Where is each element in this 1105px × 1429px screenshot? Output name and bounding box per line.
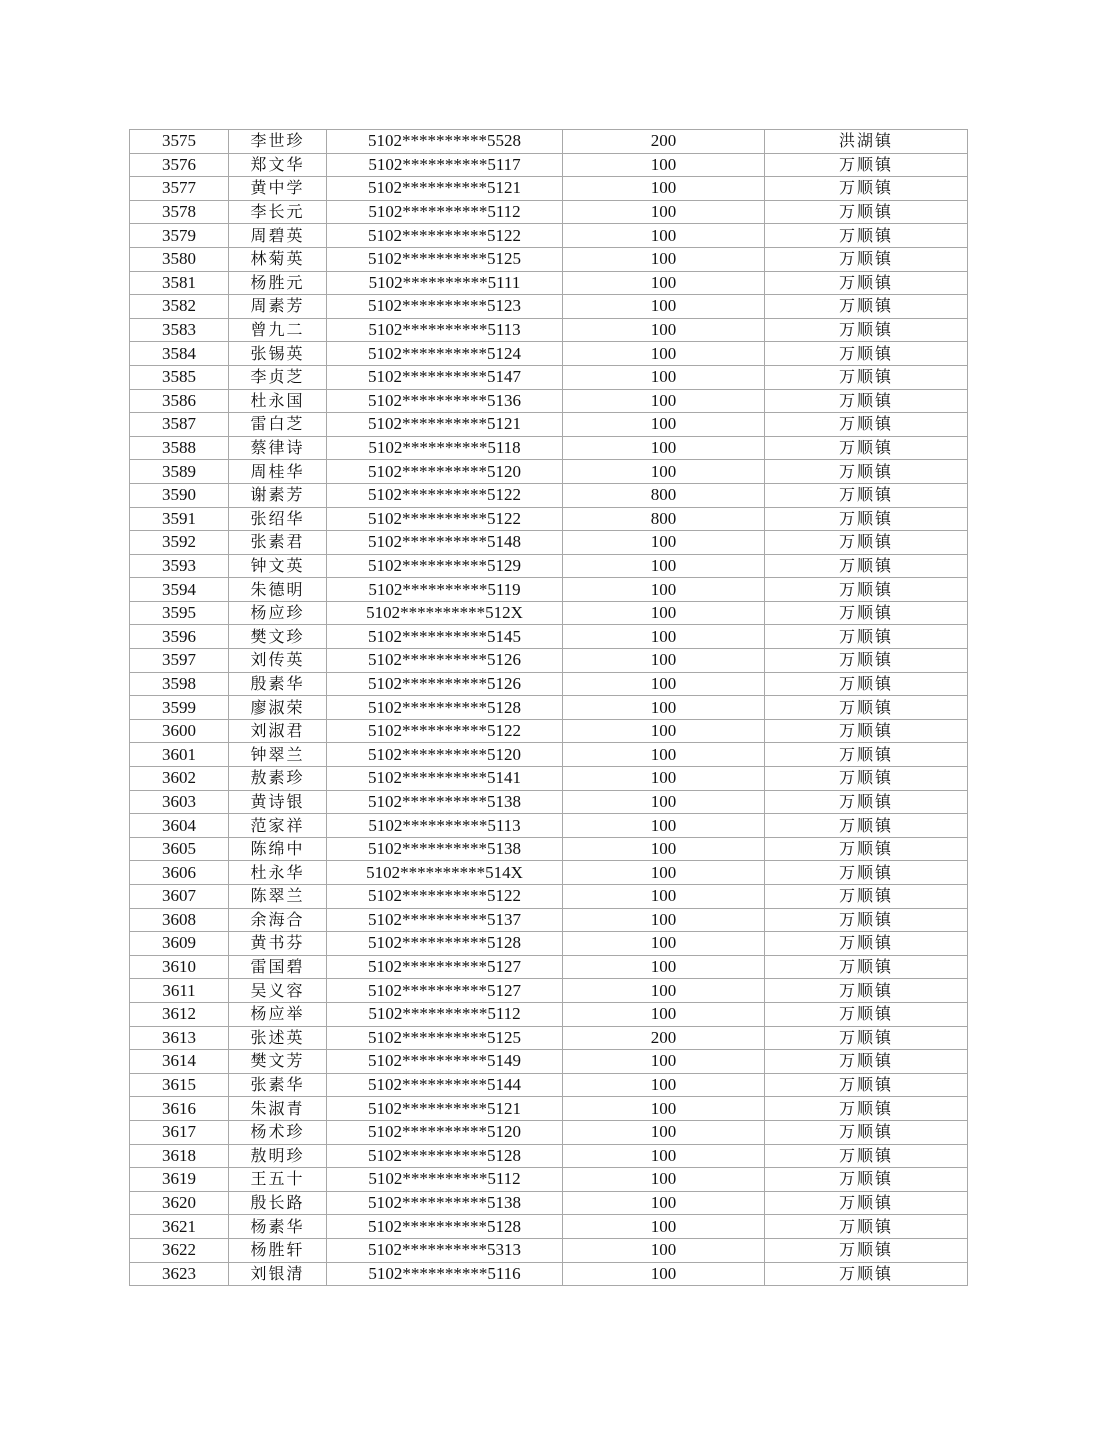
town-cell: 万顺镇 <box>765 200 968 224</box>
town-cell: 万顺镇 <box>765 1002 968 1026</box>
name-cell: 殷长路 <box>229 1191 327 1215</box>
name-cell: 黄中学 <box>229 177 327 201</box>
name-cell: 黄书芬 <box>229 932 327 956</box>
table-row <box>130 460 968 484</box>
seq-cell: 3579 <box>130 224 229 248</box>
town-cell: 万顺镇 <box>765 625 968 649</box>
seq-cell: 3584 <box>130 342 229 366</box>
amount-cell: 100 <box>563 200 765 224</box>
seq-cell: 3599 <box>130 696 229 720</box>
id-number-cell: 5102**********5125 <box>327 247 563 271</box>
id-number-cell: 5102**********5120 <box>327 743 563 767</box>
seq-cell: 3623 <box>130 1262 229 1286</box>
table-row <box>130 318 968 342</box>
name-cell: 张素君 <box>229 531 327 555</box>
amount-cell: 100 <box>563 625 765 649</box>
name-cell: 杜永国 <box>229 389 327 413</box>
seq-cell: 3582 <box>130 295 229 319</box>
name-cell: 樊文珍 <box>229 625 327 649</box>
table-row <box>130 507 968 531</box>
town-cell: 万顺镇 <box>765 578 968 602</box>
amount-cell: 100 <box>563 932 765 956</box>
seq-cell: 3589 <box>130 460 229 484</box>
roster-body <box>130 130 968 1286</box>
name-cell: 杨胜元 <box>229 271 327 295</box>
table-row <box>130 1215 968 1239</box>
town-cell: 万顺镇 <box>765 1073 968 1097</box>
seq-cell: 3600 <box>130 719 229 743</box>
seq-cell: 3614 <box>130 1050 229 1074</box>
id-number-cell: 5102**********5128 <box>327 1215 563 1239</box>
id-number-cell: 5102**********5120 <box>327 460 563 484</box>
name-cell: 刘银清 <box>229 1262 327 1286</box>
seq-cell: 3575 <box>130 130 229 154</box>
amount-cell: 100 <box>563 578 765 602</box>
table-row <box>130 790 968 814</box>
id-number-cell: 5102**********5121 <box>327 413 563 437</box>
table-row <box>130 696 968 720</box>
table-row <box>130 1262 968 1286</box>
seq-cell: 3615 <box>130 1073 229 1097</box>
table-row <box>130 389 968 413</box>
town-cell: 万顺镇 <box>765 1026 968 1050</box>
amount-cell: 100 <box>563 861 765 885</box>
table-row <box>130 224 968 248</box>
town-cell: 万顺镇 <box>765 483 968 507</box>
seq-cell: 3586 <box>130 389 229 413</box>
id-number-cell: 5102**********5147 <box>327 365 563 389</box>
id-number-cell: 5102**********5144 <box>327 1073 563 1097</box>
town-cell: 万顺镇 <box>765 365 968 389</box>
name-cell: 樊文芳 <box>229 1050 327 1074</box>
amount-cell: 100 <box>563 885 765 909</box>
id-number-cell: 5102**********5149 <box>327 1050 563 1074</box>
town-cell: 万顺镇 <box>765 554 968 578</box>
seq-cell: 3590 <box>130 483 229 507</box>
id-number-cell: 5102**********5136 <box>327 389 563 413</box>
town-cell: 万顺镇 <box>765 1120 968 1144</box>
town-cell: 万顺镇 <box>765 1097 968 1121</box>
seq-cell: 3591 <box>130 507 229 531</box>
seq-cell: 3618 <box>130 1144 229 1168</box>
town-cell: 万顺镇 <box>765 790 968 814</box>
table-row <box>130 1238 968 1262</box>
seq-cell: 3617 <box>130 1120 229 1144</box>
name-cell: 雷白芝 <box>229 413 327 437</box>
name-cell: 张锡英 <box>229 342 327 366</box>
amount-cell: 100 <box>563 531 765 555</box>
name-cell: 周桂华 <box>229 460 327 484</box>
amount-cell: 800 <box>563 483 765 507</box>
amount-cell: 200 <box>563 130 765 154</box>
seq-cell: 3583 <box>130 318 229 342</box>
town-cell: 万顺镇 <box>765 1238 968 1262</box>
seq-cell: 3621 <box>130 1215 229 1239</box>
id-number-cell: 5102**********5122 <box>327 507 563 531</box>
town-cell: 万顺镇 <box>765 885 968 909</box>
seq-cell: 3606 <box>130 861 229 885</box>
seq-cell: 3596 <box>130 625 229 649</box>
name-cell: 张素华 <box>229 1073 327 1097</box>
name-cell: 殷素华 <box>229 672 327 696</box>
id-number-cell: 5102**********5121 <box>327 1097 563 1121</box>
table-row <box>130 247 968 271</box>
table-row <box>130 979 968 1003</box>
name-cell: 李世珍 <box>229 130 327 154</box>
name-cell: 敖明珍 <box>229 1144 327 1168</box>
amount-cell: 100 <box>563 389 765 413</box>
town-cell: 万顺镇 <box>765 1168 968 1192</box>
amount-cell: 100 <box>563 318 765 342</box>
id-number-cell: 5102**********5122 <box>327 885 563 909</box>
town-cell: 万顺镇 <box>765 649 968 673</box>
town-cell: 万顺镇 <box>765 601 968 625</box>
id-number-cell: 5102**********5124 <box>327 342 563 366</box>
town-cell: 万顺镇 <box>765 1050 968 1074</box>
town-cell: 万顺镇 <box>765 908 968 932</box>
name-cell: 杜永华 <box>229 861 327 885</box>
town-cell: 万顺镇 <box>765 1262 968 1286</box>
table-row <box>130 837 968 861</box>
name-cell: 杨术珍 <box>229 1120 327 1144</box>
town-cell: 万顺镇 <box>765 436 968 460</box>
name-cell: 张绍华 <box>229 507 327 531</box>
town-cell: 万顺镇 <box>765 932 968 956</box>
name-cell: 蔡律诗 <box>229 436 327 460</box>
amount-cell: 100 <box>563 295 765 319</box>
amount-cell: 100 <box>563 436 765 460</box>
name-cell: 陈翠兰 <box>229 885 327 909</box>
name-cell: 杨应珍 <box>229 601 327 625</box>
seq-cell: 3593 <box>130 554 229 578</box>
name-cell: 李长元 <box>229 200 327 224</box>
name-cell: 杨应举 <box>229 1002 327 1026</box>
id-number-cell: 5102**********5125 <box>327 1026 563 1050</box>
table-row <box>130 365 968 389</box>
seq-cell: 3603 <box>130 790 229 814</box>
amount-cell: 100 <box>563 1238 765 1262</box>
table-row <box>130 436 968 460</box>
amount-cell: 100 <box>563 1191 765 1215</box>
seq-cell: 3609 <box>130 932 229 956</box>
town-cell: 万顺镇 <box>765 696 968 720</box>
town-cell: 万顺镇 <box>765 1191 968 1215</box>
town-cell: 万顺镇 <box>765 413 968 437</box>
id-number-cell: 5102**********5112 <box>327 1168 563 1192</box>
name-cell: 范家祥 <box>229 814 327 838</box>
name-cell: 吴义容 <box>229 979 327 1003</box>
seq-cell: 3594 <box>130 578 229 602</box>
town-cell: 万顺镇 <box>765 177 968 201</box>
amount-cell: 100 <box>563 1168 765 1192</box>
table-row <box>130 554 968 578</box>
town-cell: 万顺镇 <box>765 861 968 885</box>
seq-cell: 3601 <box>130 743 229 767</box>
table-row <box>130 814 968 838</box>
amount-cell: 100 <box>563 649 765 673</box>
id-number-cell: 5102**********5113 <box>327 318 563 342</box>
town-cell: 万顺镇 <box>765 1215 968 1239</box>
table-row <box>130 130 968 154</box>
table-row <box>130 908 968 932</box>
table-row <box>130 177 968 201</box>
name-cell: 张述英 <box>229 1026 327 1050</box>
amount-cell: 100 <box>563 1097 765 1121</box>
id-number-cell: 5102**********5118 <box>327 436 563 460</box>
id-number-cell: 5102**********5112 <box>327 200 563 224</box>
seq-cell: 3620 <box>130 1191 229 1215</box>
town-cell: 万顺镇 <box>765 153 968 177</box>
id-number-cell: 5102**********5141 <box>327 767 563 791</box>
name-cell: 周碧英 <box>229 224 327 248</box>
amount-cell: 800 <box>563 507 765 531</box>
table-row <box>130 1144 968 1168</box>
id-number-cell: 5102**********5127 <box>327 955 563 979</box>
seq-cell: 3577 <box>130 177 229 201</box>
id-number-cell: 5102**********5127 <box>327 979 563 1003</box>
id-number-cell: 5102**********5111 <box>327 271 563 295</box>
town-cell: 万顺镇 <box>765 955 968 979</box>
id-number-cell: 5102**********5148 <box>327 531 563 555</box>
town-cell: 万顺镇 <box>765 507 968 531</box>
table-row <box>130 955 968 979</box>
town-cell: 万顺镇 <box>765 295 968 319</box>
id-number-cell: 5102**********5129 <box>327 554 563 578</box>
table-row <box>130 932 968 956</box>
id-number-cell: 5102**********512X <box>327 601 563 625</box>
table-row <box>130 342 968 366</box>
amount-cell: 100 <box>563 696 765 720</box>
town-cell: 万顺镇 <box>765 271 968 295</box>
amount-cell: 100 <box>563 1002 765 1026</box>
name-cell: 郑文华 <box>229 153 327 177</box>
id-number-cell: 5102**********5121 <box>327 177 563 201</box>
table-row <box>130 767 968 791</box>
town-cell: 万顺镇 <box>765 389 968 413</box>
amount-cell: 100 <box>563 554 765 578</box>
table-row <box>130 295 968 319</box>
seq-cell: 3597 <box>130 649 229 673</box>
table-row <box>130 531 968 555</box>
id-number-cell: 5102**********5117 <box>327 153 563 177</box>
name-cell: 朱淑青 <box>229 1097 327 1121</box>
id-number-cell: 5102**********5126 <box>327 672 563 696</box>
seq-cell: 3619 <box>130 1168 229 1192</box>
id-number-cell: 5102**********5313 <box>327 1238 563 1262</box>
amount-cell: 100 <box>563 814 765 838</box>
name-cell: 廖淑荣 <box>229 696 327 720</box>
town-cell: 万顺镇 <box>765 460 968 484</box>
seq-cell: 3613 <box>130 1026 229 1050</box>
table-row <box>130 672 968 696</box>
town-cell: 万顺镇 <box>765 531 968 555</box>
amount-cell: 100 <box>563 460 765 484</box>
town-cell: 万顺镇 <box>765 743 968 767</box>
name-cell: 杨素华 <box>229 1215 327 1239</box>
amount-cell: 100 <box>563 1120 765 1144</box>
name-cell: 林菊英 <box>229 247 327 271</box>
amount-cell: 100 <box>563 1050 765 1074</box>
name-cell: 王五十 <box>229 1168 327 1192</box>
table-row <box>130 413 968 437</box>
id-number-cell: 5102**********5128 <box>327 1144 563 1168</box>
name-cell: 杨胜轩 <box>229 1238 327 1262</box>
table-row <box>130 719 968 743</box>
amount-cell: 100 <box>563 1262 765 1286</box>
id-number-cell: 5102**********5138 <box>327 1191 563 1215</box>
table-row <box>130 601 968 625</box>
amount-cell: 100 <box>563 601 765 625</box>
town-cell: 万顺镇 <box>765 979 968 1003</box>
amount-cell: 100 <box>563 153 765 177</box>
id-number-cell: 5102**********5113 <box>327 814 563 838</box>
seq-cell: 3616 <box>130 1097 229 1121</box>
name-cell: 余海合 <box>229 908 327 932</box>
id-number-cell: 5102**********5123 <box>327 295 563 319</box>
name-cell: 钟翠兰 <box>229 743 327 767</box>
name-cell: 钟文英 <box>229 554 327 578</box>
name-cell: 朱德明 <box>229 578 327 602</box>
id-number-cell: 5102**********5120 <box>327 1120 563 1144</box>
seq-cell: 3576 <box>130 153 229 177</box>
town-cell: 洪湖镇 <box>765 130 968 154</box>
name-cell: 周素芳 <box>229 295 327 319</box>
table-row <box>130 1026 968 1050</box>
amount-cell: 100 <box>563 790 765 814</box>
seq-cell: 3581 <box>130 271 229 295</box>
seq-cell: 3578 <box>130 200 229 224</box>
seq-cell: 3585 <box>130 365 229 389</box>
seq-cell: 3604 <box>130 814 229 838</box>
table-row <box>130 271 968 295</box>
table-row <box>130 625 968 649</box>
id-number-cell: 5102**********5528 <box>327 130 563 154</box>
table-row <box>130 1050 968 1074</box>
amount-cell: 100 <box>563 1073 765 1097</box>
table-row <box>130 885 968 909</box>
town-cell: 万顺镇 <box>765 224 968 248</box>
amount-cell: 100 <box>563 247 765 271</box>
seq-cell: 3598 <box>130 672 229 696</box>
town-cell: 万顺镇 <box>765 672 968 696</box>
amount-cell: 100 <box>563 979 765 1003</box>
town-cell: 万顺镇 <box>765 814 968 838</box>
id-number-cell: 5102**********514X <box>327 861 563 885</box>
id-number-cell: 5102**********5116 <box>327 1262 563 1286</box>
town-cell: 万顺镇 <box>765 247 968 271</box>
id-number-cell: 5102**********5137 <box>327 908 563 932</box>
name-cell: 雷国碧 <box>229 955 327 979</box>
id-number-cell: 5102**********5122 <box>327 719 563 743</box>
amount-cell: 100 <box>563 413 765 437</box>
amount-cell: 100 <box>563 672 765 696</box>
seq-cell: 3612 <box>130 1002 229 1026</box>
name-cell: 刘淑君 <box>229 719 327 743</box>
town-cell: 万顺镇 <box>765 318 968 342</box>
name-cell: 敖素珍 <box>229 767 327 791</box>
amount-cell: 100 <box>563 271 765 295</box>
name-cell: 黄诗银 <box>229 790 327 814</box>
seq-cell: 3587 <box>130 413 229 437</box>
id-number-cell: 5102**********5138 <box>327 790 563 814</box>
seq-cell: 3622 <box>130 1238 229 1262</box>
table-row <box>130 1120 968 1144</box>
amount-cell: 100 <box>563 224 765 248</box>
seq-cell: 3602 <box>130 767 229 791</box>
id-number-cell: 5102**********5112 <box>327 1002 563 1026</box>
id-number-cell: 5102**********5145 <box>327 625 563 649</box>
amount-cell: 100 <box>563 1215 765 1239</box>
town-cell: 万顺镇 <box>765 719 968 743</box>
table-row <box>130 1191 968 1215</box>
id-number-cell: 5102**********5128 <box>327 932 563 956</box>
seq-cell: 3592 <box>130 531 229 555</box>
name-cell: 曾九二 <box>229 318 327 342</box>
amount-cell: 200 <box>563 1026 765 1050</box>
table-row <box>130 578 968 602</box>
name-cell: 刘传英 <box>229 649 327 673</box>
table-row <box>130 153 968 177</box>
seq-cell: 3605 <box>130 837 229 861</box>
town-cell: 万顺镇 <box>765 767 968 791</box>
amount-cell: 100 <box>563 177 765 201</box>
name-cell: 陈绵中 <box>229 837 327 861</box>
table-row <box>130 649 968 673</box>
seq-cell: 3595 <box>130 601 229 625</box>
id-number-cell: 5102**********5119 <box>327 578 563 602</box>
town-cell: 万顺镇 <box>765 837 968 861</box>
amount-cell: 100 <box>563 719 765 743</box>
amount-cell: 100 <box>563 1144 765 1168</box>
amount-cell: 100 <box>563 342 765 366</box>
table-row <box>130 1073 968 1097</box>
table-row <box>130 1168 968 1192</box>
amount-cell: 100 <box>563 767 765 791</box>
table-row <box>130 861 968 885</box>
id-number-cell: 5102**********5138 <box>327 837 563 861</box>
seq-cell: 3588 <box>130 436 229 460</box>
name-cell: 李贞芝 <box>229 365 327 389</box>
id-number-cell: 5102**********5126 <box>327 649 563 673</box>
seq-cell: 3607 <box>130 885 229 909</box>
town-cell: 万顺镇 <box>765 1144 968 1168</box>
town-cell: 万顺镇 <box>765 342 968 366</box>
name-cell: 谢素芳 <box>229 483 327 507</box>
amount-cell: 100 <box>563 955 765 979</box>
seq-cell: 3580 <box>130 247 229 271</box>
id-number-cell: 5102**********5122 <box>327 224 563 248</box>
amount-cell: 100 <box>563 365 765 389</box>
id-number-cell: 5102**********5128 <box>327 696 563 720</box>
amount-cell: 100 <box>563 837 765 861</box>
table-row <box>130 1002 968 1026</box>
seq-cell: 3610 <box>130 955 229 979</box>
id-number-cell: 5102**********5122 <box>327 483 563 507</box>
table-row <box>130 200 968 224</box>
amount-cell: 100 <box>563 743 765 767</box>
amount-cell: 100 <box>563 908 765 932</box>
seq-cell: 3608 <box>130 908 229 932</box>
table-row <box>130 1097 968 1121</box>
table-row <box>130 483 968 507</box>
seq-cell: 3611 <box>130 979 229 1003</box>
table-row <box>130 743 968 767</box>
roster-table <box>129 129 968 1286</box>
